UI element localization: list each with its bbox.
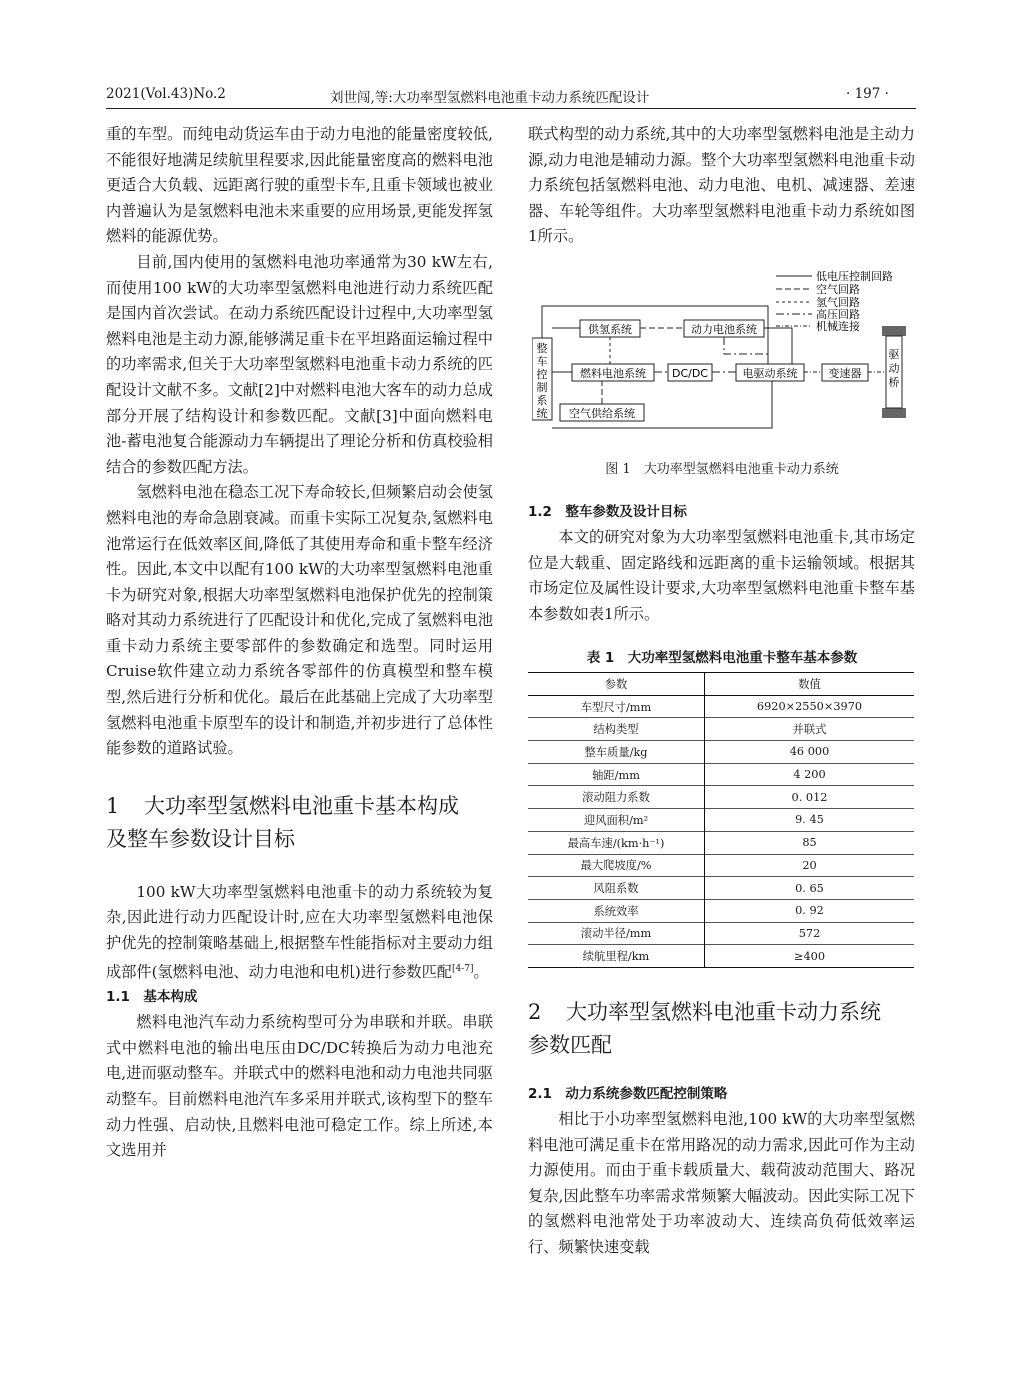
right-column-mid: [528, 500, 915, 627]
section-title-line: 大功率型氢燃料电池重卡动力系统: [566, 1000, 881, 1024]
paragraph-end: 。: [473, 962, 489, 981]
table-header-row: [528, 673, 914, 696]
table-row: [528, 922, 914, 945]
table-cell: 0. 92: [705, 899, 915, 922]
table-row: [528, 831, 914, 854]
table-cell: 续航里程/km: [528, 945, 705, 968]
table-row: [528, 854, 914, 877]
section-title-line: 参数匹配: [528, 1033, 612, 1057]
battery-label: 动力电池系统: [691, 323, 757, 336]
column-header: 参数: [528, 673, 705, 696]
paragraph: 重的车型。而纯电动货运车由于动力电池的能量密度较低,不能很好地满足续航里程要求,因此能量密度高的燃料电池更适合大负载、远距离行驶的重型卡车,且重卡领域也被业内普遍认为是氢燃料电池未来重要的应用场景,更能发挥氢燃料的能源优势。: [106, 125, 493, 246]
table-row: [528, 877, 914, 900]
section-number: 2: [528, 1000, 542, 1024]
subsection-1-1-heading: 1.1 基本构成: [106, 989, 198, 1006]
section-title-line: 大功率型氢燃料电池重卡基本构成: [144, 793, 459, 818]
table-cell: 整车质量/kg: [528, 741, 705, 764]
table-cell: 20: [705, 854, 915, 877]
table-row: [528, 763, 914, 786]
table-cell: 0. 012: [705, 786, 915, 809]
paragraph: 本文的研究对象为大功率型氢燃料电池重卡,其市场定位是大载重、固定路线和远距离的重卡运输领域。根据其市场定位及属性设计要求,大功率型氢燃料电池重卡整车基本参数如表1所示。: [528, 528, 915, 623]
table-cell: 85: [705, 831, 915, 854]
gearbox-label: 变速器: [828, 367, 862, 380]
paragraph: [106, 880, 493, 985]
legend-item: 机械连接: [816, 320, 860, 333]
figure-1-diagram: [532, 268, 916, 438]
section-2-heading: [528, 996, 915, 1029]
table-cell: 迎风面积/m²: [528, 809, 705, 832]
figure-1-caption: 图 1 大功率型氢燃料电池重卡动力系统: [605, 462, 839, 477]
wheel-icon: [882, 326, 906, 336]
table-cell: 572: [705, 922, 915, 945]
table-cell: 系统效率: [528, 899, 705, 922]
motor-label: 电驱动系统: [742, 367, 798, 380]
table-row: [528, 899, 914, 922]
table-1-caption: 表 1 大功率型氢燃料电池重卡整车基本参数: [586, 650, 858, 666]
table-cell: 车型尺寸/mm: [528, 695, 705, 718]
paragraph: 目前,国内使用的氢燃料电池功率通常为30 kW左右,而使用100 kW的大功率型氢燃料电池进行动力系统匹配是国内首次尝试。在动力系统匹配设计过程中,大功率型氢燃料电池是主动力源,能够满足重卡在平坦路面运输过程中的功率需求,但关于大功率型氢燃料电池重卡动力系统的匹配设计文献不多。文献[2]中对燃料电池大客车的动力总成部分开展了结构设计和参数匹配。文献[3]中面向燃料电池-蓄电池复合能源动力车辆提出了理论分析和仿真校验相结合的参数匹配方法。: [106, 252, 493, 476]
left-column: [106, 122, 493, 1164]
air-supply-label: 空气供给系统: [569, 407, 635, 420]
axle-label: 驱动桥: [888, 348, 900, 389]
table-row: [528, 741, 914, 764]
table-cell: 轴距/mm: [528, 763, 705, 786]
table-cell: 结构类型: [528, 718, 705, 741]
paragraph: 相比于小功率型氢燃料电池,100 kW的大功率型氢燃料电池可满足重卡在常用路况的动力需求,因此可作为主动力源使用。而由于重卡载质量大、载荷波动范围大、路况复杂,因此整车功率需求常频繁大幅波动。因此实际工况下的氢燃料电池常处于功率波动大、连续高负荷低效率运行、频繁快速变载: [528, 1110, 915, 1256]
table-row: [528, 809, 914, 832]
table-cell: 最高车速/(km·h⁻¹): [528, 831, 705, 854]
table-cell: 风阻系数: [528, 877, 705, 900]
table-cell: 并联式: [705, 718, 915, 741]
table-cell: 0. 65: [705, 877, 915, 900]
table-cell: 滚动半径/mm: [528, 922, 705, 945]
paragraph: 燃料电池汽车动力系统构型可分为串联和并联。串联式中燃料电池的输出电压由DC/DC转换后为动力电池充电,进而驱动整车。并联式中的燃料电池和动力电池共同驱动整车。目前燃料电池汽车多采用并联式,该构型下的整车动力性强、启动快,且燃料电池可稳定工作。综上所述,本文选用并: [106, 1013, 493, 1160]
legend: [776, 276, 812, 326]
running-title: 刘世闯,等:大功率型氢燃料电池重卡动力系统匹配设计: [330, 90, 650, 106]
page-number: · 197 ·: [846, 86, 889, 102]
dcdc-label: DC/DC: [671, 367, 709, 380]
h2-supply-label: 供氢系统: [588, 323, 632, 336]
journal-issue: 2021(Vol.43)No.2: [106, 86, 226, 102]
table-cell: 4 200: [705, 763, 915, 786]
legend-item: 高压回路: [816, 308, 860, 321]
paragraph-text: 100 kW大功率型氢燃料电池重卡的动力系统较为复杂,因此进行动力匹配设计时,应在大功率型氢燃料电池保护优先的控制策略基础上,根据整车性能指标对主要动力组成部件(氢燃料电池、动力电池和电机)进行参数匹配: [106, 882, 493, 981]
parameter-table: [528, 672, 914, 968]
right-column-bottom: [528, 996, 915, 1261]
legend-item: 低电压控制回路: [816, 270, 893, 283]
section-1-heading: [106, 790, 493, 823]
subsection-1-2-heading: 1.2 整车参数及设计目标: [528, 504, 687, 520]
header-rule: [106, 108, 916, 109]
wheel-icon: [882, 408, 906, 418]
table-row: [528, 786, 914, 809]
legend-item: 氢气回路: [816, 296, 860, 309]
subsection-2-1-heading: 2.1 动力系统参数匹配控制策略: [528, 1086, 728, 1102]
right-column-top: [528, 122, 915, 250]
table-cell: 6920×2550×3970: [705, 695, 915, 718]
paragraph: 氢燃料电池在稳态工况下寿命较长,但频繁启动会使氢燃料电池的寿命急剧衰减。而重卡实际工况复杂,氢燃料电池常运行在低效率区间,降低了其使用寿命和重卡整车经济性。因此,本文中以配有100 kW的大功率型氢燃料电池重卡为研究对象,根据大功率型氢燃料电池保护优先的控制策略对其动力系统进行了匹配设计和优化,完成了氢燃料电池重卡动力系统主要零部件的参数确定和选型。同时运用Cruise软件建立动力系统各零部件的仿真模型和整车模型,然后进行分析和优化。最后在此基础上完成了大功率型氢燃料电池重卡原型车的设计和制造,并初步进行了总体性能参数的道路试验。: [106, 483, 493, 758]
vcu-label: 整车控制系统: [536, 342, 548, 420]
fuel-cell-label: 燃料电池系统: [580, 367, 646, 380]
section-title-line: 及整车参数设计目标: [106, 826, 295, 851]
section-number: 1: [106, 793, 120, 818]
table-row: [528, 695, 914, 718]
column-header: 数值: [705, 673, 915, 696]
table-cell: 滚动阻力系数: [528, 786, 705, 809]
table-row: [528, 945, 914, 968]
table-cell: 46 000: [705, 741, 915, 764]
table-cell: ≥400: [705, 945, 915, 968]
table-cell: 最大爬坡度/%: [528, 854, 705, 877]
table-cell: 9. 45: [705, 809, 915, 832]
legend-item: 空气回路: [816, 283, 860, 296]
table-row: [528, 718, 914, 741]
paragraph: 联式构型的动力系统,其中的大功率型氢燃料电池是主动力源,动力电池是辅动力源。整个大功率型氢燃料电池重卡动力系统包括氢燃料电池、动力电池、电机、减速器、差速器、车轮等组件。大功率型氢燃料电池重卡动力系统如图1所示。: [528, 125, 915, 246]
citation[interactable]: [4-7]: [451, 963, 474, 974]
